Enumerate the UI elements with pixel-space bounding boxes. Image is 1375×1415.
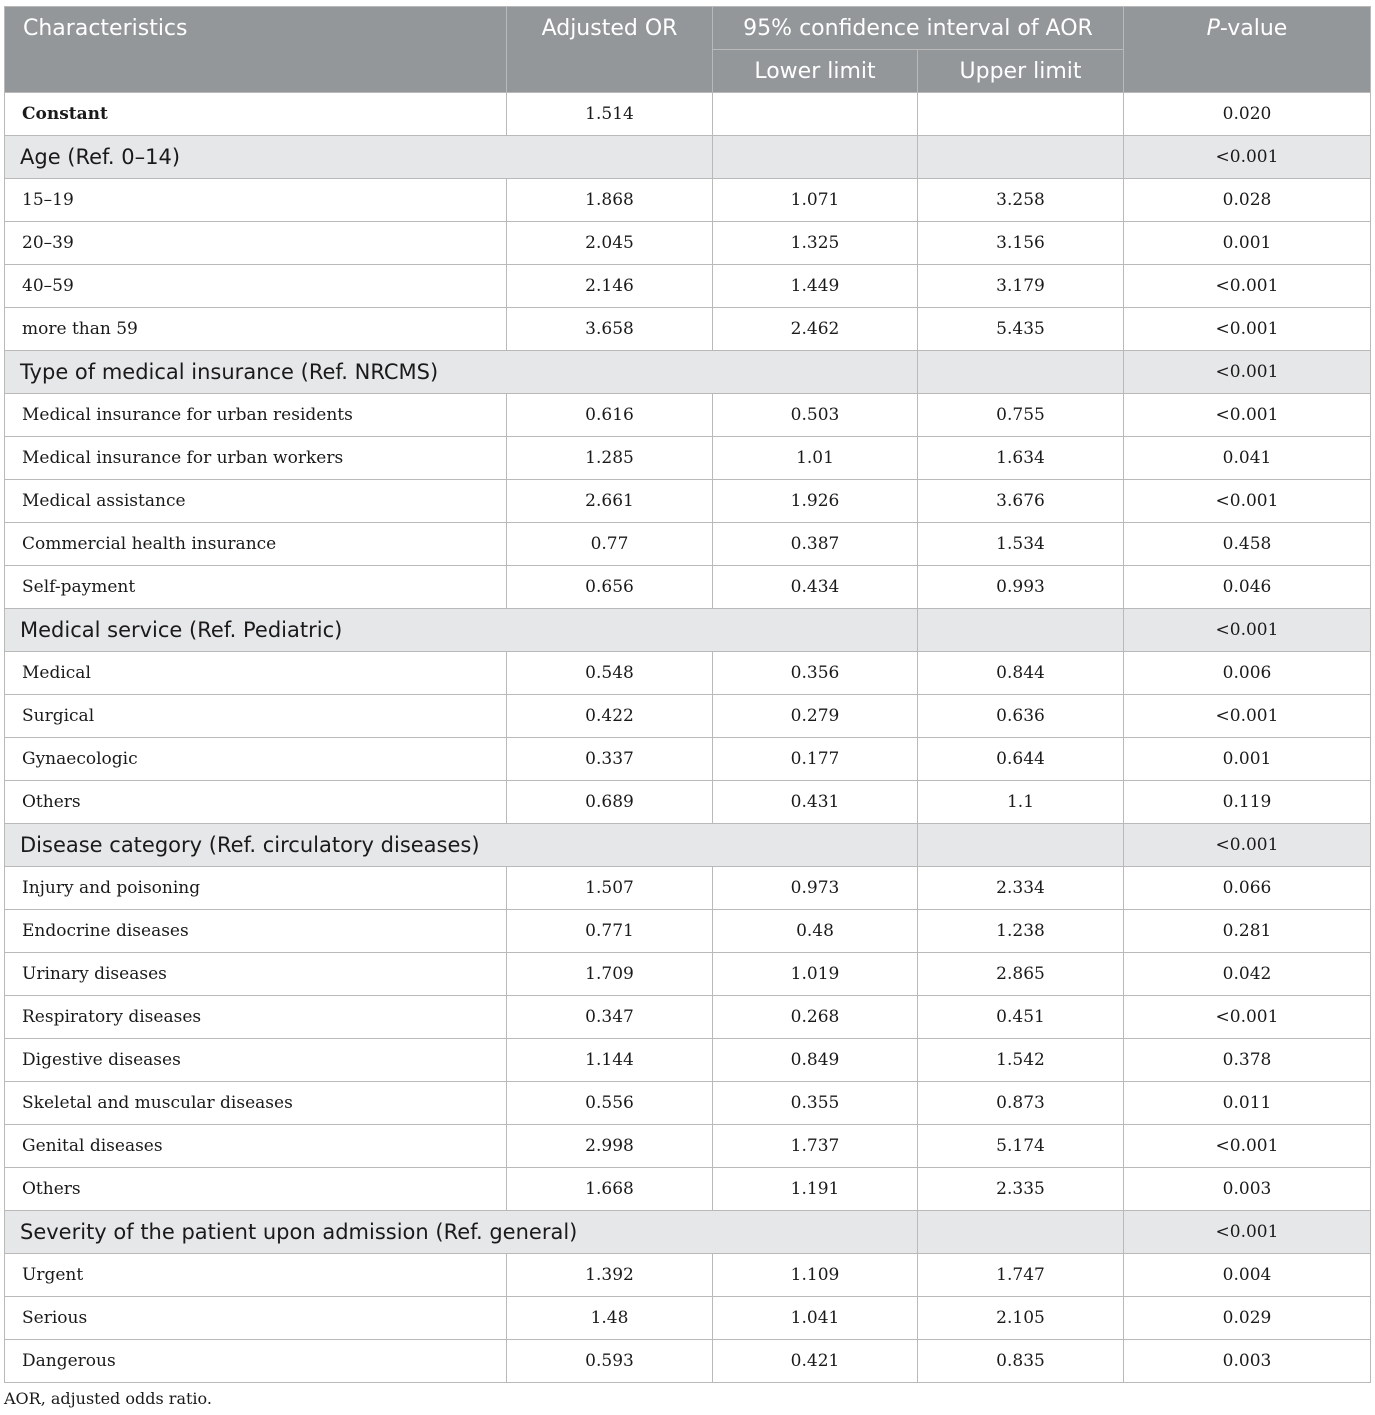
table-row [5,93,1371,136]
upper-limit-cell: 0.755 [918,394,1124,437]
upper-limit-cell: 1.1 [918,781,1124,824]
group-row [5,1211,1371,1254]
p-value-cell: 0.378 [1124,1039,1371,1082]
table-row [5,652,1371,695]
characteristic-cell: Surgical [5,695,507,738]
lower-limit-cell: 1.449 [713,265,918,308]
upper-limit-cell: 1.542 [918,1039,1124,1082]
table-row [5,1297,1371,1340]
group-label-cell: Severity of the patient upon admission (Ref. general) [5,1211,918,1254]
upper-limit-cell: 2.105 [918,1297,1124,1340]
p-value-cell: <0.001 [1124,1211,1371,1254]
lower-limit-cell: 2.462 [713,308,918,351]
lower-limit-cell: 0.431 [713,781,918,824]
group-row [5,351,1371,394]
header-p-italic: P [1206,16,1220,41]
adjusted-or-cell: 1.48 [507,1297,713,1340]
table-row [5,480,1371,523]
table-row [5,437,1371,480]
table-row [5,265,1371,308]
lower-limit-cell: 1.926 [713,480,918,523]
characteristic-cell: Commercial health insurance [5,523,507,566]
group-label-cell: Type of medical insurance (Ref. NRCMS) [5,351,918,394]
p-value-cell: 0.001 [1124,222,1371,265]
lower-limit-cell: 1.01 [713,437,918,480]
p-value-cell: 0.066 [1124,867,1371,910]
lower-limit-cell: 0.355 [713,1082,918,1125]
upper-limit-cell: 1.238 [918,910,1124,953]
lower-limit-cell: 1.109 [713,1254,918,1297]
lower-limit-cell: 0.503 [713,394,918,437]
characteristic-cell: Self-payment [5,566,507,609]
p-value-cell: 0.281 [1124,910,1371,953]
lower-limit-cell: 0.268 [713,996,918,1039]
upper-limit-cell [918,93,1124,136]
group-row [5,609,1371,652]
header-characteristics: Characteristics [5,7,507,93]
upper-limit-cell: 0.835 [918,1340,1124,1383]
p-value-cell: 0.003 [1124,1340,1371,1383]
table-row [5,910,1371,953]
table-row [5,179,1371,222]
group-row [5,824,1371,867]
table-header [5,7,1371,93]
upper-limit-cell [918,824,1124,867]
header-adjusted-or: Adjusted OR [507,7,713,93]
p-value-cell: 0.001 [1124,738,1371,781]
characteristic-cell: Medical assistance [5,480,507,523]
p-value-cell: 0.003 [1124,1168,1371,1211]
adjusted-or-cell: 3.658 [507,308,713,351]
lower-limit-cell: 1.019 [713,953,918,996]
lower-limit-cell: 1.325 [713,222,918,265]
upper-limit-cell: 0.993 [918,566,1124,609]
header-upper-limit: Upper limit [918,50,1124,93]
upper-limit-cell [918,136,1124,179]
table-row [5,394,1371,437]
characteristic-cell: Medical insurance for urban residents [5,394,507,437]
characteristic-cell: more than 59 [5,308,507,351]
adjusted-or-cell: 0.616 [507,394,713,437]
characteristic-cell: 15–19 [5,179,507,222]
upper-limit-cell: 5.435 [918,308,1124,351]
p-value-cell: <0.001 [1124,308,1371,351]
p-value-cell: 0.119 [1124,781,1371,824]
p-value-cell: <0.001 [1124,351,1371,394]
characteristic-cell: Urinary diseases [5,953,507,996]
adjusted-or-cell: 0.771 [507,910,713,953]
upper-limit-cell: 2.865 [918,953,1124,996]
p-value-cell: 0.006 [1124,652,1371,695]
lower-limit-cell: 0.434 [713,566,918,609]
upper-limit-cell [918,1211,1124,1254]
lower-limit-cell: 0.356 [713,652,918,695]
adjusted-or-cell: 0.347 [507,996,713,1039]
p-value-cell: <0.001 [1124,136,1371,179]
p-value-cell: <0.001 [1124,265,1371,308]
p-value-cell: 0.028 [1124,179,1371,222]
lower-limit-cell [713,93,918,136]
table-row [5,1254,1371,1297]
table-row [5,695,1371,738]
characteristic-cell: Gynaecologic [5,738,507,781]
adjusted-or-cell: 2.661 [507,480,713,523]
lower-limit-cell: 1.041 [713,1297,918,1340]
table-row [5,523,1371,566]
characteristic-cell: Others [5,1168,507,1211]
header-p-value [1124,7,1371,93]
adjusted-or-cell: 0.77 [507,523,713,566]
p-value-cell: <0.001 [1124,480,1371,523]
table-body [5,93,1371,1383]
characteristic-cell: Urgent [5,1254,507,1297]
upper-limit-cell: 2.335 [918,1168,1124,1211]
adjusted-or-cell: 2.146 [507,265,713,308]
header-p-rest: -value [1219,16,1288,41]
p-value-cell: 0.020 [1124,93,1371,136]
p-value-cell: 0.042 [1124,953,1371,996]
adjusted-or-cell: 0.656 [507,566,713,609]
upper-limit-cell [918,609,1124,652]
adjusted-or-cell: 1.144 [507,1039,713,1082]
lower-limit-cell: 1.737 [713,1125,918,1168]
upper-limit-cell: 3.676 [918,480,1124,523]
adjusted-or-cell: 1.514 [507,93,713,136]
header-lower-limit: Lower limit [713,50,918,93]
adjusted-or-cell: 1.709 [507,953,713,996]
table-row [5,1340,1371,1383]
characteristic-cell: 20–39 [5,222,507,265]
adjusted-or-cell: 0.548 [507,652,713,695]
upper-limit-cell: 0.873 [918,1082,1124,1125]
p-value-cell: <0.001 [1124,609,1371,652]
p-value-cell: 0.029 [1124,1297,1371,1340]
p-value-cell: 0.011 [1124,1082,1371,1125]
upper-limit-cell: 0.644 [918,738,1124,781]
adjusted-or-cell: 1.507 [507,867,713,910]
p-value-cell: 0.046 [1124,566,1371,609]
lower-limit-cell: 0.387 [713,523,918,566]
lower-limit-cell: 1.071 [713,179,918,222]
upper-limit-cell: 2.334 [918,867,1124,910]
adjusted-or-cell: 0.556 [507,1082,713,1125]
characteristic-cell: Medical insurance for urban workers [5,437,507,480]
upper-limit-cell: 1.634 [918,437,1124,480]
table-row [5,1125,1371,1168]
adjusted-or-cell: 0.337 [507,738,713,781]
adjusted-or-cell: 2.045 [507,222,713,265]
table-row [5,308,1371,351]
p-value-cell: 0.004 [1124,1254,1371,1297]
characteristic-cell: Others [5,781,507,824]
characteristic-cell: Respiratory diseases [5,996,507,1039]
upper-limit-cell: 0.451 [918,996,1124,1039]
adjusted-or-cell: 0.593 [507,1340,713,1383]
group-label-cell: Medical service (Ref. Pediatric) [5,609,918,652]
p-value-cell: 0.041 [1124,437,1371,480]
adjusted-or-cell: 0.689 [507,781,713,824]
characteristic-cell: Medical [5,652,507,695]
results-table [4,6,1371,1383]
lower-limit-cell: 0.849 [713,1039,918,1082]
group-label-cell: Disease category (Ref. circulatory diseases) [5,824,918,867]
footnote: AOR, adjusted odds ratio. [4,1389,212,1408]
lower-limit-cell: 1.191 [713,1168,918,1211]
lower-limit-cell: 0.421 [713,1340,918,1383]
characteristic-cell: Digestive diseases [5,1039,507,1082]
p-value-cell: <0.001 [1124,695,1371,738]
table-row [5,996,1371,1039]
adjusted-or-cell: 2.998 [507,1125,713,1168]
characteristic-cell: 40–59 [5,265,507,308]
table-row [5,1082,1371,1125]
p-value-cell: <0.001 [1124,1125,1371,1168]
table-row [5,738,1371,781]
characteristic-cell: Injury and poisoning [5,867,507,910]
upper-limit-cell: 5.174 [918,1125,1124,1168]
group-label-cell: Age (Ref. 0–14) [5,136,713,179]
upper-limit-cell: 3.258 [918,179,1124,222]
header-confidence-interval: 95% confidence interval of AOR [713,7,1124,50]
characteristic-cell: Skeletal and muscular diseases [5,1082,507,1125]
upper-limit-cell [918,351,1124,394]
table-row [5,566,1371,609]
lower-limit-cell: 0.48 [713,910,918,953]
table-row [5,953,1371,996]
p-value-cell: <0.001 [1124,824,1371,867]
characteristic-cell: Serious [5,1297,507,1340]
characteristic-cell: Constant [5,93,507,136]
upper-limit-cell: 3.179 [918,265,1124,308]
p-value-cell: <0.001 [1124,996,1371,1039]
adjusted-or-cell: 1.668 [507,1168,713,1211]
lower-limit-cell [713,136,918,179]
table-row [5,867,1371,910]
p-value-cell: <0.001 [1124,394,1371,437]
characteristic-cell: Dangerous [5,1340,507,1383]
table-row [5,1039,1371,1082]
table-row [5,222,1371,265]
lower-limit-cell: 0.279 [713,695,918,738]
p-value-cell: 0.458 [1124,523,1371,566]
characteristic-cell: Genital diseases [5,1125,507,1168]
table-row [5,781,1371,824]
adjusted-or-cell: 1.868 [507,179,713,222]
adjusted-or-cell: 1.392 [507,1254,713,1297]
lower-limit-cell: 0.973 [713,867,918,910]
adjusted-or-cell: 0.422 [507,695,713,738]
upper-limit-cell: 3.156 [918,222,1124,265]
adjusted-or-cell: 1.285 [507,437,713,480]
table-row [5,1168,1371,1211]
upper-limit-cell: 0.636 [918,695,1124,738]
characteristic-cell: Endocrine diseases [5,910,507,953]
upper-limit-cell: 1.747 [918,1254,1124,1297]
upper-limit-cell: 0.844 [918,652,1124,695]
upper-limit-cell: 1.534 [918,523,1124,566]
group-row [5,136,1371,179]
lower-limit-cell: 0.177 [713,738,918,781]
